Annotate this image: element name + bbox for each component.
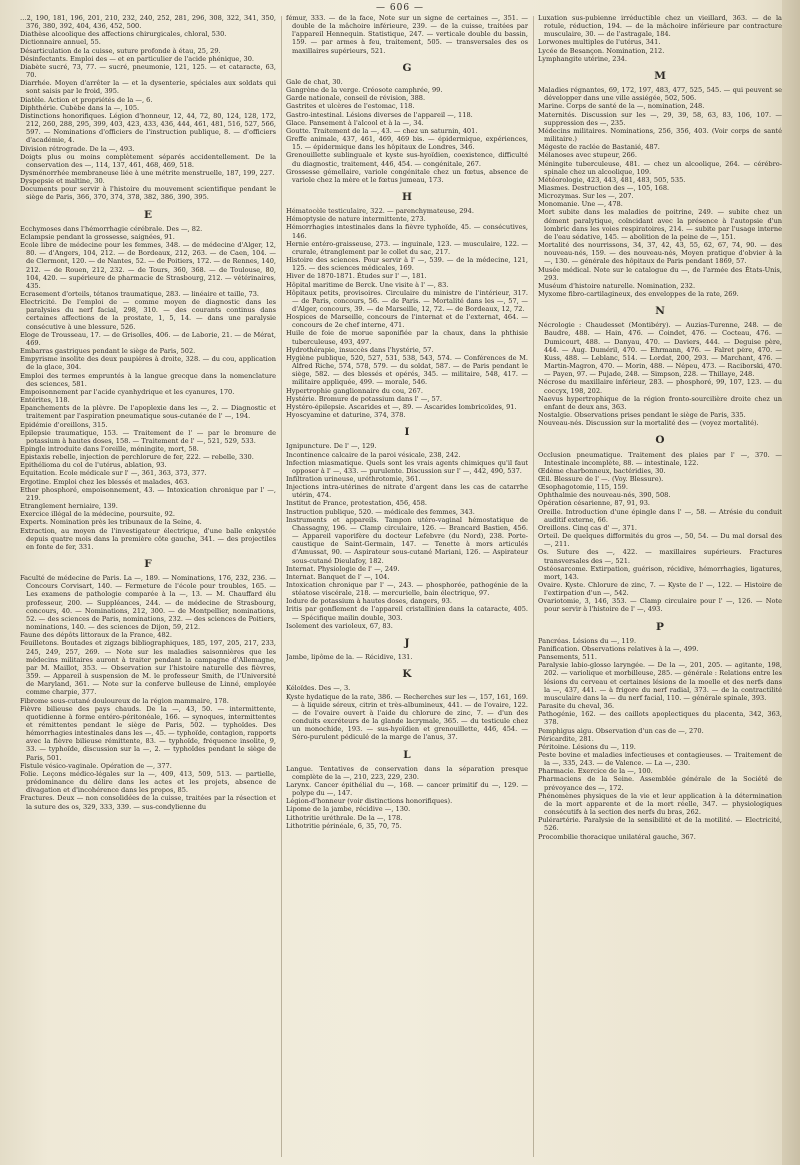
index-entry: Nouveau-nés. Discussion sur la mortalité des — (voyez mortalité). <box>538 419 759 428</box>
index-entry: Internat. Physiologie de l' —, 249. <box>286 564 400 573</box>
index-entry: Hôpitaux petits, provisoires. Circulaire du ministre de l'intérieur, 317. — de Paris, concours, 56. — de Paris. — Mortalité dans les —, 57, — d'Alger, concours, 39. — de Marseille, 12, 72. — de Bordeaux, 12, 72. <box>286 288 528 313</box>
index-entry: Monomanie. Une —, 478. <box>538 200 623 209</box>
index-entry: Extraction, au moyen de l'investigateur électrique, d'une balle enkystée depuis quatre mois dans la première côte gauche, 341. — des projectiles en fonte de fer, 331. <box>20 526 276 551</box>
index-entry: Dysménorrhée membraneuse liée à une métrite menstruelle, 187, 199, 227. <box>20 168 275 177</box>
page-edge <box>782 0 800 1165</box>
index-entry: Gastro-intestinal. Lésions diverses de l'appareil —, 118. <box>286 110 473 119</box>
index-entry: Faune des dépôts littoraux de la France, 482. <box>20 631 172 640</box>
index-entry: Pancréas. Lésions du —, 119. <box>538 636 637 645</box>
index-entry: Infection miasmatique. Quels sont les vrais agents chimiques qu'il faut opposer à l' —, 433. — purulente. Discussion sur l' —, 442, 490, 537. <box>286 458 528 475</box>
index-entry: Nécrologie : Chaudesset (Montibéry). — Auzias-Turenne, 248. — de Baudre, 488. — Hain, 476. — Coindet, 476. — Cocteau, 476. — Dumicourt, 488. — Danyau, 470. — Daviers, 444. — Deguise père, 444. — Aug. Duméril, 470. — Ehrmann, 476. — Falret père, 470. — Kuss, 488. — Leblanc, 514. — Lordat, 200, 293. — Marchant, 476. — Martin-Magron, 470. — Morin, 488. — Népeu, 473. — Raciborski, 470. — Payen, 97. — Pujade, 248. — Simpson, 228. — Thillaye, 248. <box>538 321 782 379</box>
index-entry: Luxation sus-pubienne irréductible chez un vieillard, 363. — de la rotule, réduction, 194. — de la mâchoire inférieure par contracture musculaire, 30. — de l'astragale, 184. <box>538 14 782 39</box>
index-entry: Epingle introduite dans l'oreille, méningite, mort, 58. <box>20 444 199 453</box>
entry-group <box>20 14 276 202</box>
index-entry: Parasite du cheval, 36. <box>538 702 615 711</box>
index-entry: Garde nationale, conseil de révision, 388. <box>286 94 426 103</box>
entry-group <box>286 14 528 55</box>
index-entry: Epistaxis rebelle, injection de perchlorure de fer, 222. — rebelle, 330. <box>20 453 254 462</box>
section-letter: H <box>402 190 412 203</box>
index-entry: Pulérartérie. Paralysie de la sensibilité et de la motilité. — Electricité, 526. <box>538 816 782 833</box>
index-entry: Lipome de la jambe, récidive —, 130. <box>286 805 411 814</box>
page-number: — 606 — <box>376 3 424 13</box>
index-column-1 <box>20 14 276 1159</box>
entry-group <box>538 14 782 63</box>
section-letter: I <box>404 426 410 439</box>
index-entry: Hospices de Marseille, concours de l'internat et de l'externat, 464. — concours de 2e chef interne, 471. <box>286 313 528 330</box>
index-entry: Kyste hydatique de la rate, 386. — Recherches sur les —, 157, 161, 169. — à liquide séreux, citrin et très-albumineux, 441. — de l'ovaire, 122. — de l'ovaire ouvert à l'aide du chlorure de zinc, 7. — d'un des conduits excréteurs de la glande lacrymale, 365. — du testicule chez un monochide, 193. — sus-hyoïdien et grenouillette, 446, 454. — Séro-purulent pédiculé de la marge de l'anus, 37. <box>286 692 528 742</box>
index-entry: Hystérie. Bromure de potassium dans l' —, 57. <box>286 394 443 403</box>
entry-group <box>538 637 782 841</box>
index-entry: Marine. Corps de santé de la —, nomination, 248. <box>538 102 705 111</box>
index-entry: Institut de France, protestation, 456, 458. <box>286 499 428 508</box>
index-entry: Mort subite dans les maladies de poitrine, 249. — subite chez un dément paralytique, coïncidant avec la présence à l'autopsie d'un lombric dans les voies respiratoires, 214. — subite par l'usage interne de l'eau sédative, 145. — abolition de la peine de —, 151. <box>538 208 782 241</box>
index-entry: Empoisonnement par l'acide cyanhydrique et les cyanures, 170. <box>20 387 235 396</box>
entry-group <box>286 684 528 741</box>
index-entry: Eloge de Trousseau, 17. — de Grisolles, 406. — de Laborie, 21. — de Mérat, 469. <box>20 330 276 347</box>
index-entry: Embarras gastriques pendant le siège de Paris, 502. <box>20 347 196 356</box>
index-entry: Grossesse gémellaire, variole congénitale chez un fœtus, absence de variole chez la mère et le fœtus jumeau, 173. <box>286 167 528 184</box>
index-entry: Pemphigus aigu. Observation d'un cas de —, 270. <box>538 726 704 735</box>
index-entry: Documents pour servir à l'histoire du mouvement scientifique pendant le siège de Paris, 366, 370, 374, 378, 382, 386, 390, 395. <box>20 185 276 202</box>
index-entry: Pharmaciens de la Seine. Assemblée générale de la Société de prévoyance des —, 172. <box>538 775 782 792</box>
index-entry: Dyspepsie et maltine, 30. <box>20 177 105 186</box>
index-entry: Ignipuncture. De l' —, 129. <box>286 442 377 451</box>
index-entry: Muséum d'histoire naturelle. Nomination, 232. <box>538 281 696 290</box>
index-entry: Ovariotomie, 3, 146, 353. — Clamp circulaire pour l' —, 126. — Note pour servir à l'histoire de l' —, 493. <box>538 597 782 614</box>
index-entry: Fièvre bilieuse des pays chauds. De la —, 43, 50. — intermittente, quotidienne à forme entéro-péritonéale, 166. — synoques, intermittentes et rémittentes pendant le siège de Paris, 502. — typhoïdes. Des hémorrhagies intestinales dans les —, 45. — typhoïde, contagion, rapports avec la fièvre bilieuse rémittente, 83. — typhoïde, fréquence insolite, 9, 33. — typhoïde, discussion sur la —, 2. — typhoïdes pendant le siège de Paris, 501. <box>20 704 276 762</box>
index-entry: Hématocèle testiculaire, 322. — parenchymateuse, 294. <box>286 207 474 216</box>
section-letter: N <box>655 305 665 318</box>
index-entry: Lithotritie uréthrale. De la —, 178. <box>286 813 403 822</box>
index-entry: Mortalité des nourrissons, 34, 37, 42, 43, 55, 62, 67, 74, 90. — des nouveau-nés, 159. — des nouveau-nés, Moyen pratique d'obvier à la —, 130. — générale des hôpitaux de Paris pendant 1869, 57. <box>538 241 782 266</box>
index-entry: Naevus hypertrophique de la région fronto-sourcilière droite chez un enfant de deux ans, 363. <box>538 394 782 411</box>
index-entry: Légion-d'honneur (voir distinctions honorifiques). <box>286 797 453 806</box>
index-entry: Epithélioma du col de l'utérus, ablation, 93. <box>20 461 167 470</box>
index-entry: Fractures. Deux — non consolidées de la cuisse, traitées par la résection et la suture des os, 329, 333, 339. — sus-condylienne du <box>20 794 276 811</box>
index-entry: Myxome fibro-cartilagineux, des enveloppes de la rate, 269. <box>538 290 739 298</box>
entry-group <box>538 451 782 614</box>
section-letter: P <box>656 620 664 633</box>
index-entry: Experts. Nomination près les tribunaux de la Seine, 4. <box>20 518 202 527</box>
index-entry: Ecchymoses dans l'hémorrhagie cérébrale. Des —, 82. <box>20 224 203 233</box>
index-entry: Feuilletons. Boutades et zigzags bibliographiques, 185, 197, 205, 217, 233, 245, 249, 257, 269. — Note sur les maladies saisonnières que les médecins militaires auront à traiter pendant la campagne d'Allemagne, par M. Maillot, 353. — Observation sur l'histoire naturelle des fièvres, 359. — Appareil à suspension de M. le professeur Smith, de l'Université de Maryland, 361. — Note sur la conferve bulleuse de Linné, employée comme charpie, 377. <box>20 639 276 697</box>
index-entry: Intoxication chronique par l' —, 243. — phosphorée, pathogénie de la stéatose viscérale, 218. — mercurielle, bain électrique, 97. <box>286 581 528 598</box>
section-letter: K <box>402 668 412 681</box>
index-entry: Langue. Tentatives de conservation dans la séparation presque complète de la —, 210, 223, 229, 230. <box>286 764 528 781</box>
entry-group <box>20 574 276 811</box>
index-entry: Instruments et appareils. Tampon utéro-vaginal hémostatique de Chassagny, 196. — Clamp circulaire, 126. — Brancard Bastien, 456. — Appareil vaporifère du docteur Lefebvre (du Nord), 238. Porte-caustique de Saint-Germain, 147. — Tenette à mors articulés d'Amussat, 90. — Aspirateur sous-cutané Mariani, 126. — Aspirateur sous-cutané Dieulafoy, 182. <box>286 515 528 565</box>
index-entry: Pharmacie. Exercice de la —, 100. <box>538 767 653 776</box>
index-entry: Hydrothérapie, insuccès dans l'hystérie, 57. <box>286 345 434 354</box>
index-entry: Diarrhée. Moyen d'arrêter la — et la dysenterie, spéciales aux soldats qui sont saisis par le froid, 395. <box>20 79 276 96</box>
index-entry: Miasmes. Destruction des —, 105, 168. <box>538 183 670 192</box>
index-entry: Phénomènes physiques de la vie et leur application à la détermination de la mort apparente et de la mort réelle, 347. — physiologiques consécutifs à la section des nerfs du bras, 262. <box>538 791 782 817</box>
index-entry: Lycée de Besançon. Nomination, 212. <box>538 46 665 55</box>
index-entry: Ether phosphoré, empoisonnement, 43. — Intoxication chronique par l' —, 219. <box>20 485 276 502</box>
index-entry: Peste bovine et maladies infectieuses et contagieuses. — Traitement de la —, 335, 243. — de Valence. — La —, 230. <box>538 750 782 768</box>
index-entry: Ophthalmie des nouveau-nés, 390, 508. <box>538 491 671 500</box>
index-entry: Grenouillette sublinguale et kyste sus-hyoïdien, coexistence, difficulté du diagnostic, traitement, 446, 454. — congénitale, 267. <box>286 151 528 168</box>
index-entry: Dictionnaire annuel, 55. <box>20 38 101 47</box>
index-entry: Injections intra-utérines de nitrate d'argent dans les cas de catarrhe utérin, 474. <box>286 483 528 500</box>
index-entry: Huile de foie de morue saponifiée par la chaux, dans la phthisie tuberculeuse, 493, 497. <box>286 329 528 346</box>
section-letter: L <box>403 748 411 761</box>
index-entry: Isolement des varioleux, 67, 83. <box>286 621 393 630</box>
entry-group <box>286 442 528 630</box>
index-entry: Hyoscyamine et daturine, 374, 378. <box>286 411 406 420</box>
entry-group <box>286 653 528 661</box>
index-entry: Distinctions honorifiques. Légion d'honneur, 12, 44, 72, 80, 124, 128, 172, 212, 260, 288, 295, 399, 403, 423, 433, 436, 444, 461, 481, 516, 527, 566, 597. — Nominations d'officiers de l'instruction publique, 8. — d'officiers d'académie, 4. <box>20 111 276 145</box>
index-entry: Pathogénie, 162. — des caillots apoplectiques du placenta, 342, 363, 378. <box>538 710 782 727</box>
entry-group <box>538 86 782 298</box>
index-entry: Iodure de potassium à hautes doses, dangers, 93. <box>286 597 452 606</box>
index-entry: Glace. Pansement à l'alcool et à la —, 34. <box>286 118 424 127</box>
index-entry: Oreille. Introduction d'une épingle dans l' —, 58. — Atrésie du conduit auditif externe, 66. <box>538 507 782 524</box>
index-entry: Procombilie thoracique unilatéral gauche, 367. <box>538 832 696 841</box>
index-entry: Hémorrhagies intestinales dans la fièvre typhoïde, 45. — consécutives, 146. <box>286 223 528 240</box>
index-entry: Epilepsie traumatique, 153. — Traitement de l' — par le bromure de potassium à hautes doses, 158. — Traitement de l' —, 521, 529, 533. <box>20 428 276 445</box>
index-entry: Goutte. Traitement de la —, 43. — chez un saturnin, 401. <box>286 126 478 135</box>
index-entry: Maternités. Discussion sur les —, 29, 39, 58, 63, 83, 106, 107. — suppression des —, 235. <box>538 110 782 127</box>
index-entry: Incontinence calcaire de la paroi vésicale, 238, 242. <box>286 450 461 459</box>
index-entry: Histoire des sciences. Pour servir à l' —, 539. — de la médecine, 121, 125. — des sciences médicales, 169. <box>286 256 528 273</box>
index-entry: Désarticulation de la cuisse, suture profonde à étau, 25, 29. <box>20 46 221 55</box>
section-letter: F <box>144 558 152 570</box>
index-entry: Nécrose du maxillaire inférieur, 283. — phosphoré, 99, 107, 123. — du coccyx, 198, 202. <box>538 378 782 395</box>
index-entry: Kéloïdes. Des —, 3. <box>286 684 351 693</box>
index-entry: Maladies régnantes, 69, 172, 197, 483, 477, 525, 545. — qui peuvent se développer dans une ville assiégée, 502, 506. <box>538 86 782 103</box>
index-entry: Microzymas. Sur les —, 207. <box>538 192 634 201</box>
index-entry: Mélanoses avec stupeur, 266. <box>538 151 637 160</box>
index-entry: Diathèse alcoolique des affections chirurgicales, chloral, 530. <box>20 30 227 39</box>
index-entry: Instruction publique, 520. — médicale des femmes, 343. <box>286 507 475 516</box>
index-entry: Ecole libre de médecine pour les femmes, 348. — de médecine d'Alger, 12, 80. — d'Angers, 104, 212. — de Bordeaux, 212, 263. — de Caen, 104. — de Clermont, 120. — de Nantes, 52. — de Poitiers, 172. — de Rennes, 140, 212. — de Rouen, 212, 232. — de Tours, 360, 368. — de Toulouse, 80, 104, 420. — supérieure de pharmacie de Strasbourg, 212. — vétérinaires, 435. <box>20 241 276 290</box>
index-entry: fémur, 333. — de la face, Note sur un signe de certaines —, 351. — double de la mâchoire inférieure, 239. — de la cuisse, traitées par l'appareil Hennequin. Statistique, 247. — verticale double du bassin, 159. — par armes à feu, traitement, 505. — transversales des os maxillaires supérieurs, 521. <box>286 14 528 55</box>
index-column-3 <box>538 14 782 1159</box>
index-entry: Nostalgie. Observations prises pendant le siège de Paris, 335. <box>538 411 746 420</box>
column-divider <box>281 16 282 1157</box>
index-entry: Fibrome sous-cutané douloureux de la région mammaire, 178. <box>20 696 229 705</box>
index-entry: Epanchements de la plèvre. De l'apoplexie dans les —, 2. — Diagnostic et traitement par l'aspiration pneumatique sous-cutanée de l' —, 194. <box>20 404 276 421</box>
index-entry: Œsophagotomie, 115, 159. <box>538 483 628 492</box>
index-entry: Paralysie labio-glosso laryngée. — De la —, 201, 205. — agitante, 198, 202. — variolique et morbilleuse, 285. — générale : Relations entre les lésions du cerveau et certaines lésions de la moelle et des nerfs dans la —, 437, 441. — à frigore du nerf radial, 373. — de la contractilité musculaire dans la — du nerf facial, 110. — générale spinale, 393. <box>538 661 782 702</box>
index-entry: Œil. Blessure de l' —. (Voy. Blessure). <box>538 474 664 483</box>
index-entry: Occlusion pneumatique. Traitement des plaies par l' —, 370. — Intestinale incomplète, 88. — intestinale, 122. <box>538 450 782 467</box>
index-entry: Gale de chat, 30. <box>286 77 343 86</box>
section-letter: J <box>404 636 410 649</box>
index-entry: Greffe animale, 437, 461, 469, 469 bis. — épidermique, expériences, 15. — épidermique dans les hôpitaux de Londres, 346. <box>286 135 528 152</box>
entry-group <box>286 765 528 830</box>
index-entry: Gangrène de la verge. Créosote camphrée, 99. <box>286 86 443 95</box>
index-entry: Hystéro-épilepsie. Ascarides et —, 89. — Ascarides lombricoïdes, 91. <box>286 402 517 411</box>
index-entry: Hygiène publique, 520, 527, 531, 538, 543, 574. — Conférences de M. Alfred Riche, 574, 578, 579. — du soldat, 587. — de Paris pendant le siège, 582. — des blessés et opérés, 345. — militaire, 548, 417. — militaire appliquée, 499. — morale, 546. <box>286 353 528 387</box>
index-entry: Hernie entéro-graisseuse, 273. — inguinale, 123. — musculaire, 122. — crurale, étranglement par le collet du sac, 217. <box>286 239 528 256</box>
index-entry: Infiltration urineuse, uréthrotomie, 361. <box>286 474 421 483</box>
index-entry: Lorwones multiples de l'utérus, 341. <box>538 38 661 47</box>
index-entry: Désinfectants. Emploi des — et en particulier de l'acide phénique, 30. <box>20 54 255 63</box>
index-entry: Ovaire. Kyste. Chlorure de zinc, 7. — Kyste de l' —, 122. — Histoire de l'extirpation d'un —, 542. <box>538 581 782 598</box>
index-entry: Folie. Leçons médico-légales sur la —, 409, 413, 509, 513. — partielle, prédominance du délire dans les actes et les projets, absence de divagation et d'incohérence dans les propos, 85. <box>20 769 276 795</box>
index-entry: Eclampsie pendant la grossesse, saignées, 91. <box>20 232 175 241</box>
index-entry: Oreillons. Cinq cas d' —, 371. <box>538 523 637 532</box>
index-column-2 <box>286 14 528 1159</box>
index-entry: Ecrasement d'orteils, tétanos traumatique, 283. — linéaire et taille, 73. <box>20 290 259 298</box>
index-entry: Etranglement herniaire, 139. <box>20 502 118 511</box>
index-entry: Empyrisme insolite des deux paupières à droite, 328. — du cou, application de la glace, 304. <box>20 355 276 372</box>
index-entry: Lithotritie périnéale, 6, 35, 70, 75. <box>286 821 402 830</box>
entry-group <box>20 225 276 551</box>
index-entry: Péritoine. Lésions du —, 119. <box>538 742 636 751</box>
index-entry: Electricité. De l'emploi de — comme moyen de diagnostic dans les paralysies du nerf facial, 298, 310. — des courants continus dans certaines affections de la prostate, 1, 5, 14. — dans une paralysie consécutive à une blessure, 526. <box>20 298 276 331</box>
index-entry: Division rétrograde. De la —, 493. <box>20 144 135 153</box>
index-entry: Méningite tuberculeuse, 481. — chez un alcoolique, 264. — cérébro-spinale chez un alcoolique, 109. <box>538 159 782 176</box>
index-entry: Médecins militaires. Nominations, 256, 356, 403. (Voir corps de santé militaire.) <box>538 126 782 144</box>
index-entry: Gastrites et ulcères de l'estomac, 118. <box>286 102 415 111</box>
index-entry: Musée médical. Note sur le catalogue du —, de l'armée des États-Unis, 293. <box>538 265 782 282</box>
index-entry: Larynx. Cancer épithélial du —, 168. — cancer primitif du —, 129. — polype du —, 147. <box>286 780 528 798</box>
index-entry: Fistule vésico-vaginale. Opération de —, 377. <box>20 761 172 770</box>
index-entry: Jambe, lipôme de la. — Récidive, 131. <box>286 653 413 662</box>
index-entry: Iritis par gonflement de l'appareil cristallinien dans la cataracte, 405. — Spécifique mailin double, 303. <box>286 605 528 622</box>
index-entry: Orteil. De quelques difformités du gros —, 50, 54. — Du mal dorsal des —, 211. <box>538 532 782 549</box>
index-entry: Faculté de médecine de Paris. La —, 189. — Nominations, 176, 232, 236. — Concours Corvisart, 140. — Fermeture de l'école pour troubles, 165. — Les examens de pathologie comparée à la —, 13. — M. Chauffard élu professeur, 200. — Suppléances, 244. — de médecine de Strasbourg, concours, 40. — Nominations, 212, 300. — de Montpellier, nominations, 52. — des sciences de Paris, nominations, 232. — des sciences de Poitiers, nominations, 140. — des sciences de Dijon, 59, 212. <box>20 574 276 632</box>
index-entry: Epidémie d'oreillons, 315. <box>20 420 108 429</box>
section-letter: G <box>402 61 412 74</box>
section-letter: M <box>654 69 666 82</box>
index-entry: Hiver de 1870-1871. Études sur l' —, 181. <box>286 272 427 281</box>
index-entry: Lymphangite utérine, 234. <box>538 54 627 63</box>
index-entry: Œdème charbonneux, bactéridies, 30. <box>538 466 666 475</box>
index-entry: Pansements, 511. <box>538 653 597 662</box>
entry-group <box>538 321 782 427</box>
index-entry: Mégeste de raclée de Bastanié, 487. <box>538 143 660 152</box>
index-entry: Ergotine. Emploi chez les blessés et malades, 463. <box>20 477 190 486</box>
index-entry: Doigts plus ou moins complètement séparés accidentellement. De la conservation des —, 114, 137, 461, 468, 469, 518. <box>20 152 276 169</box>
index-entry: Hôpital maritime de Berck. Une visite à l' —, 83. <box>286 280 449 289</box>
index-entry: …2, 190, 181, 196, 201, 210, 232, 240, 252, 281, 296, 308, 322, 341, 350, 376, 380, 392, 404, 436, 452, 500. <box>20 14 276 31</box>
column-divider <box>533 16 534 1157</box>
index-entry: Météorologie, 423, 443, 481, 483, 505, 535. <box>538 175 686 184</box>
index-entry: Péricardite, 281. <box>538 734 594 743</box>
index-entry: Diatèle. Action et propriétés de la —, 6. <box>20 95 153 104</box>
index-entry: Internat. Banquet de l' —, 104. <box>286 572 390 581</box>
index-entry: Ostéosarcome. Extirpation, guérison, récidive, hémorrhagies, ligatures, mort, 143. <box>538 564 782 581</box>
index-entry: Equitation. Ecole médicale sur l' —, 361, 363, 373, 377. <box>20 469 207 478</box>
section-letter: E <box>143 208 152 221</box>
index-entry: Os. Suture des —, 422. — maxillaires supérieurs. Fractures transversales des —, 521. <box>538 548 782 565</box>
index-entry: Hémoptysie de nature intermittente, 273. <box>286 215 426 224</box>
entry-group <box>286 207 528 419</box>
index-entry: Opération césarienne, 87, 91, 93. <box>538 499 650 508</box>
entry-group <box>286 78 528 184</box>
index-entry: Emploi des termes empruntés à la langue grecque dans la nomenclature des sciences, 581. <box>20 371 276 388</box>
index-entry: Panification. Observations relatives à la —, 499. <box>538 644 699 653</box>
index-entry: Hypertrophie ganglionnaire du cou, 267. <box>286 386 423 395</box>
index-entry: Diphthérie. Cubèbe dans la —, 105. <box>20 103 140 112</box>
index-entry: Exercice illégal de la médecine, poursuite, 92. <box>20 510 175 519</box>
section-letter: O <box>655 434 665 447</box>
index-entry: Entérites, 118. <box>20 396 70 405</box>
index-entry: Diabète sucré, 73, 77. — sucré, pneumonie, 121, 125. — et cataracte, 63, 70. <box>20 62 276 80</box>
